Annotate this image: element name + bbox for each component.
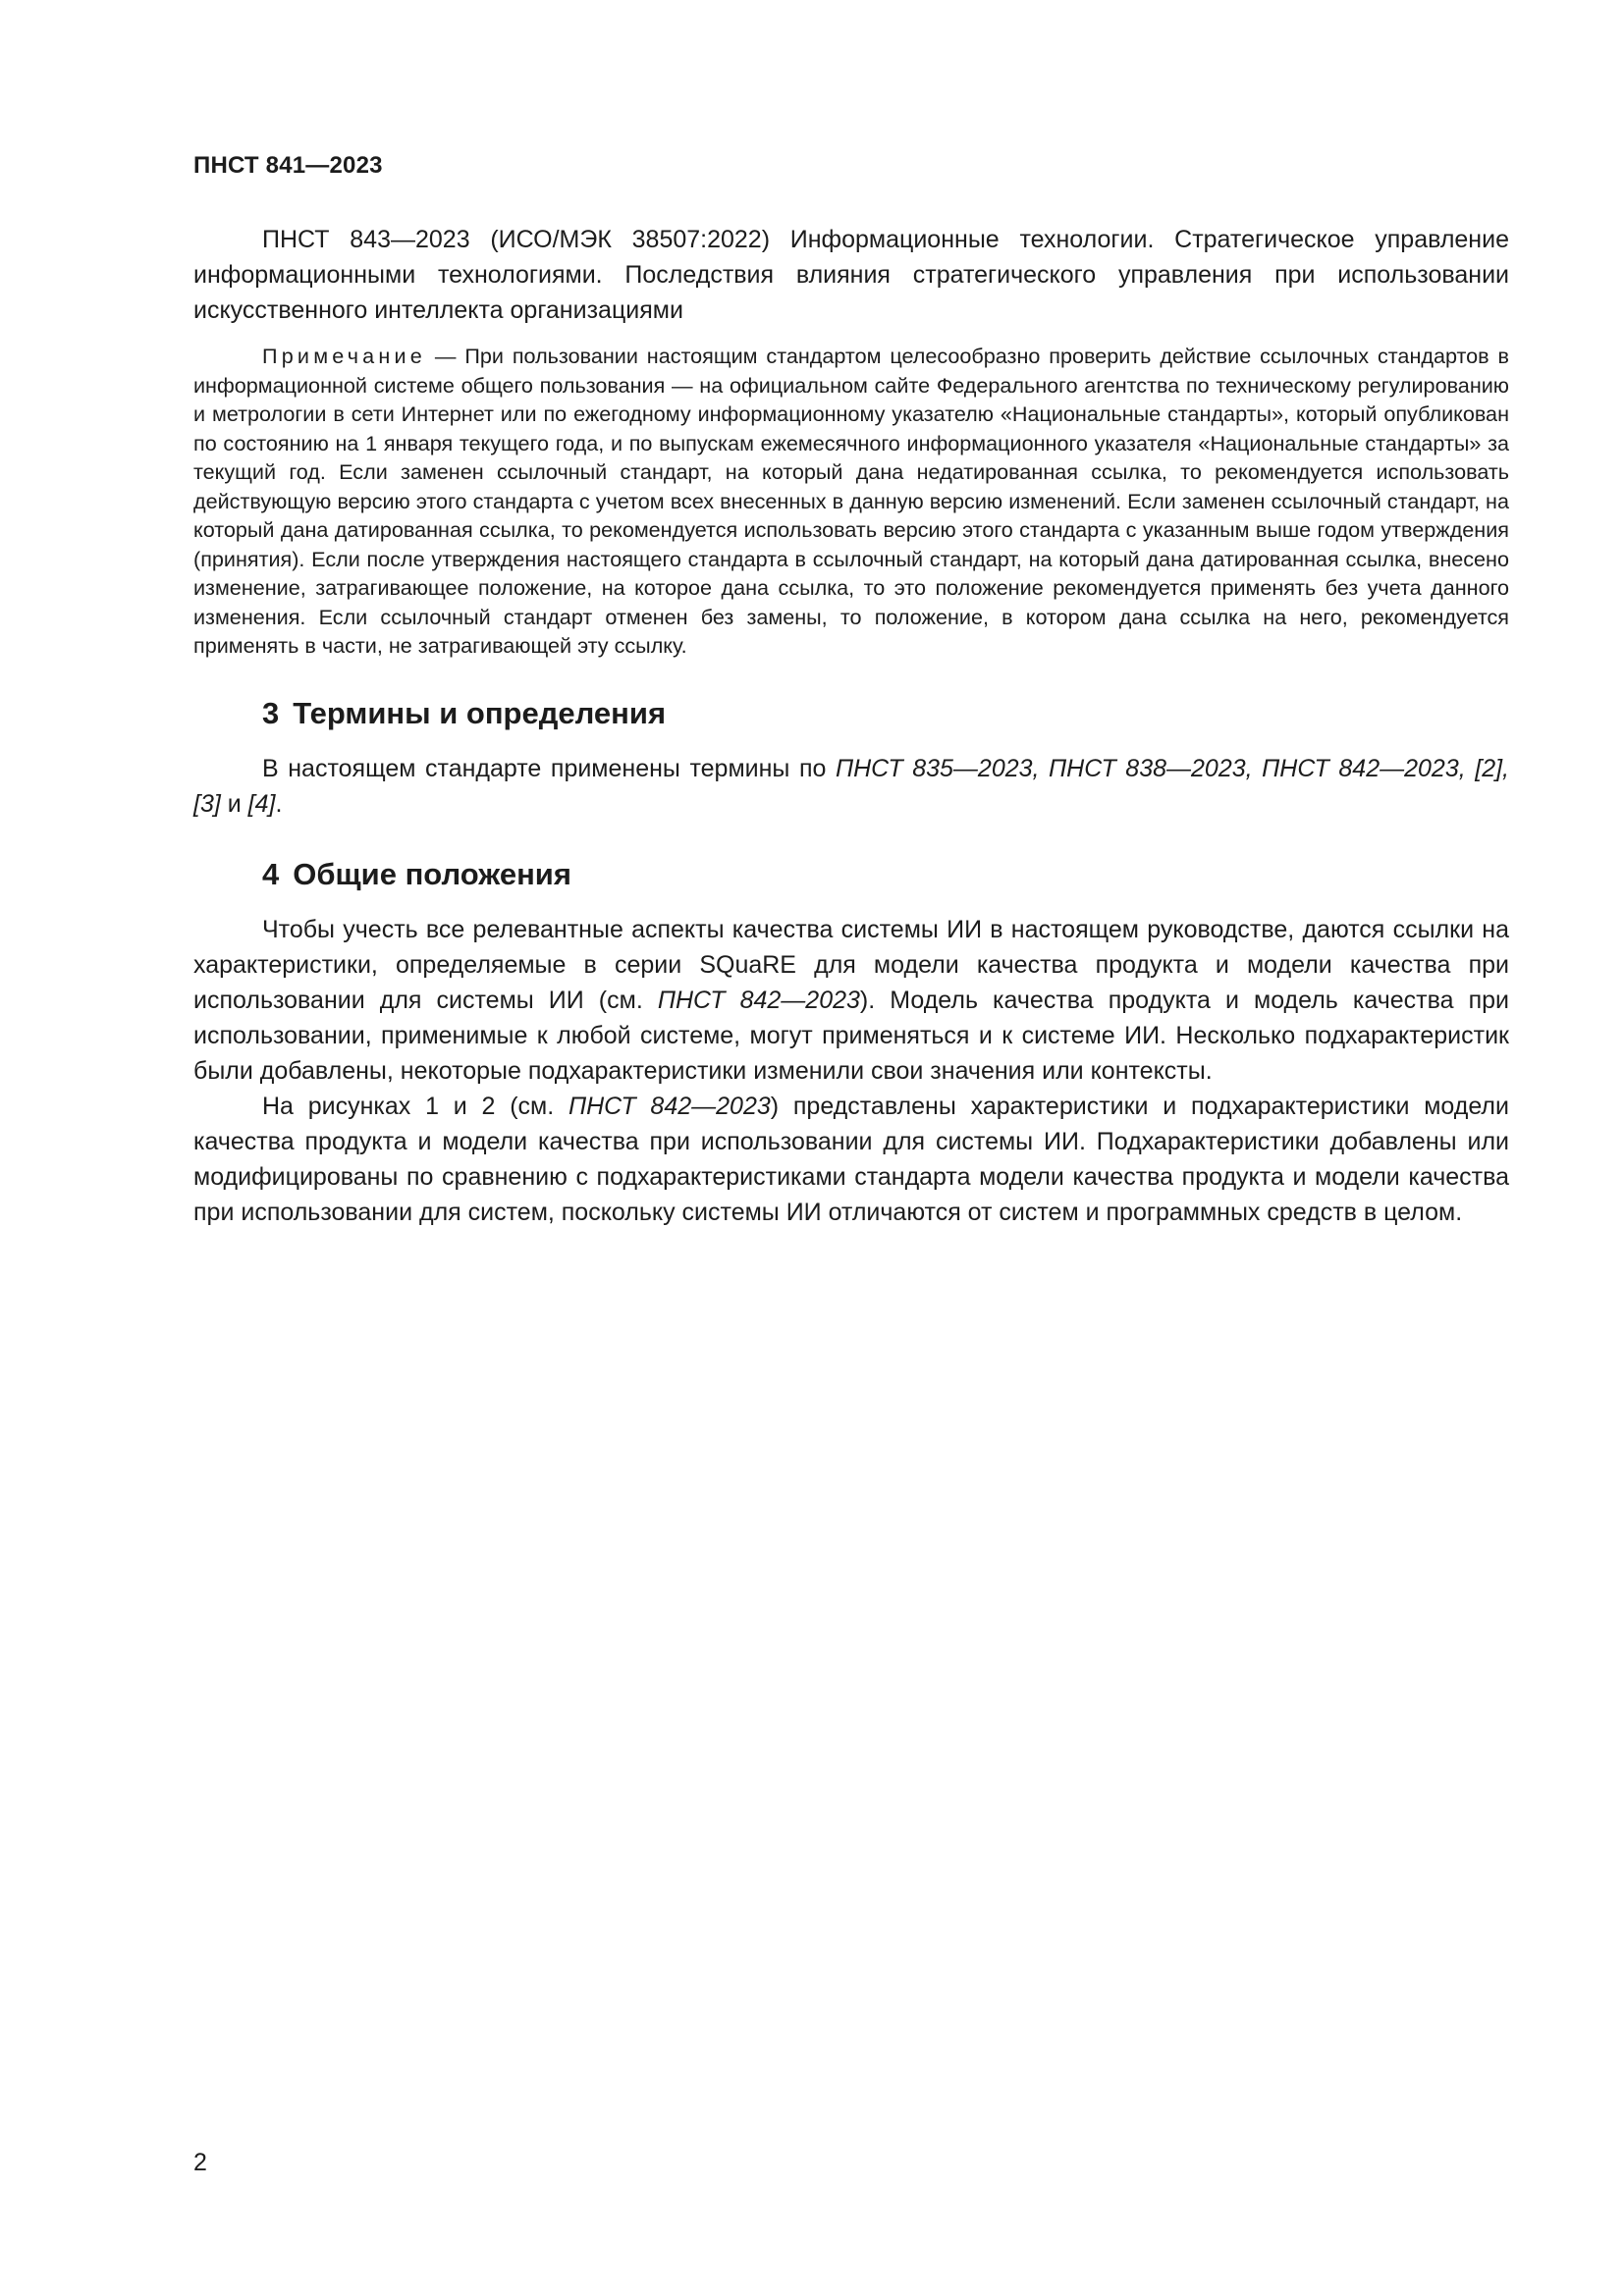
section-4-p1-text-b: ). Модель качества продукта и модель качества при использовании, применимые к любой системе, могут применяться и к системе ИИ. Несколько подхарактеристик были добавлены, некоторые подхарактеристики изменили свои значения или контексты. [193, 986, 1509, 1085]
section-3-paragraph [193, 751, 1509, 822]
section-4-heading [193, 855, 1509, 894]
document-body [193, 222, 1509, 1230]
reference-item: ПНСТ 843—2023 (ИСО/МЭК 38507:2022) Информационные технологии. Стратегическое управление информационными технологиями. Последствия влияния стратегического управления при использовании искусственного интеллекта организациями [193, 226, 1509, 324]
section-3-last-ref: [4] [247, 789, 276, 818]
section-3-and: и [220, 789, 248, 818]
section-4-p2-text-a: На рисунках 1 и 2 (см. [262, 1092, 568, 1120]
note-label: Примечание [262, 344, 426, 368]
section-4-paragraph-2 [193, 1089, 1509, 1230]
section-3-end: . [275, 789, 283, 818]
document-header-id: ПНСТ 841—2023 [193, 152, 383, 179]
section-3-number: 3 [262, 695, 280, 730]
section-4-p1-text-a: Чтобы учесть все релевантные аспекты качества системы ИИ в настоящем руководстве, даются ссылки на характеристики, определяемые в серии SQuaRE для модели качества продукта и модели качества при использовании для системы ИИ (см. [193, 915, 1509, 1014]
page-number: 2 [193, 2149, 207, 2176]
section-3-title: Термины и определения [293, 695, 667, 730]
section-3-refs: ПНСТ 835—2023, ПНСТ 838—2023, ПНСТ 842—2023, [2], [3] [193, 754, 1509, 818]
section-4-p2-text-b: ) представлены характеристики и подхарактеристики модели качества продукта и модели качества при использовании для системы ИИ. Подхарактеристики добавлены или модифицированы по сравнению с подхарактеристиками стандарта модели качества продукта и модели качества при использовании для систем, поскольку системы ИИ отличаются от систем и программных средств в целом. [193, 1092, 1509, 1226]
section-4-number: 4 [262, 856, 280, 891]
section-3-heading [193, 694, 1509, 733]
section-3-text: В настоящем стандарте применены термины по [262, 754, 836, 782]
section-4-title: Общие положения [293, 856, 571, 891]
note-paragraph [193, 342, 1509, 661]
note-text: — При пользовании настоящим стандартом целесообразно проверить действие ссылочных стандартов в информационной системе общего пользования — на официальном сайте Федерального агентства по техническому регулированию и метрологии в сети Интернет или по ежегодному информационному указателю «Национальные стандарты», который опубликован по состоянию на 1 января текущего года, и по выпускам ежемесячного информационного указателя «Национальные стандарты» за текущий год. Если заменен ссылочный стандарт, на который дана недатированная ссылка, то рекомендуется использовать действующую версию этого стандарта с учетом всех внесенных в данную версию изменений. Если заменен ссылочный стандарт, на который дана датированная ссылка, то рекомендуется использовать версию этого стандарта с указанным выше годом утверждения (принятия). Если после утверждения настоящего стандарта в ссылочный стандарт, на который дана датированная ссылка, внесено изменение, затрагивающее положение, на которое дана ссылка, то это положение рекомендуется применять без учета данного изменения. Если ссылочный стандарт отменен без замены, то положение, в котором дана ссылка на него, рекомендуется применять в части, не затрагивающей эту ссылку. [193, 344, 1509, 658]
section-4-p1-ref: ПНСТ 842—2023 [657, 986, 860, 1014]
section-4-paragraph-1 [193, 912, 1509, 1089]
section-4-p2-ref: ПНСТ 842—2023 [568, 1092, 771, 1120]
